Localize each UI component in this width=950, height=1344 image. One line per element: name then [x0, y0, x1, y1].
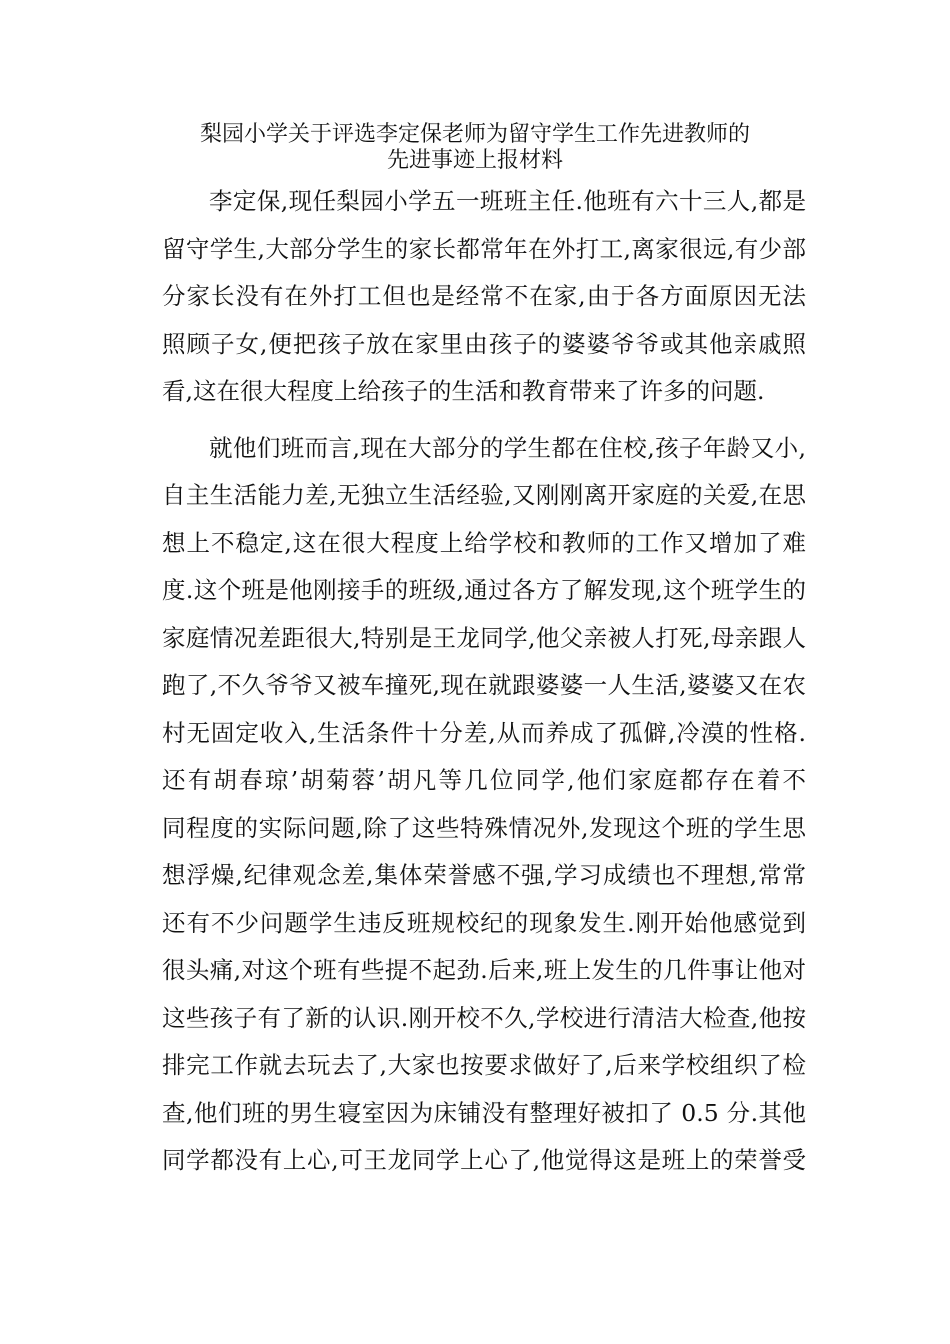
text-line: 李定保,现任梨园小学五一班班主任.他班有六十三人,都是 — [209, 187, 806, 215]
text-line: 还有不少问题学生违反班规校纪的现象发生.刚开始他感觉到 — [162, 908, 806, 937]
text-line: 同学都没有上心,可王龙同学上心了,他觉得这是班上的荣誉受 — [162, 1146, 806, 1174]
text-line: 这些孩子有了新的认识.刚开校不久,学校进行清洁大检查,他按 — [162, 1003, 806, 1032]
text-line: 想上不稳定,这在很大程度上给学校和教师的工作又增加了难 — [162, 528, 806, 557]
text-line: 分家长没有在外打工但也是经常不在家,由于各方面原因无法 — [162, 282, 806, 310]
text-line: 自主生活能力差,无独立生活经验,又刚刚离开家庭的关爱,在思 — [162, 481, 806, 509]
text-line: 看,这在很大程度上给孩子的生活和教育带来了许多的问题. — [162, 377, 765, 405]
paragraph-1 — [162, 178, 806, 416]
text-line: 查,他们班的男生寝室因为床铺没有整理好被扣了 0.5 分.其他 — [162, 1098, 806, 1127]
text-line: 同程度的实际问题,除了这些特殊情况外,发现这个班的学生思 — [162, 813, 806, 842]
text-line: 跑了,不久爷爷又被车撞死,现在就跟婆婆一人生活,婆婆又在农 — [162, 671, 806, 699]
title-line-1: 梨园小学关于评选李定保老师为留守学生工作先进教师的 — [199, 122, 750, 147]
paragraph-2 — [162, 425, 806, 1185]
document-body — [162, 178, 806, 1185]
text-line: 排完工作就去玩去了,大家也按要求做好了,后来学校组织了检 — [162, 1051, 806, 1079]
text-line: 村无固定收入,生活条件十分差,从而养成了孤僻,冷漠的性格. — [162, 718, 806, 747]
text-line: 就他们班而言,现在大部分的学生都在住校,孩子年龄又小, — [209, 433, 806, 462]
text-line: 度.这个班是他刚接手的班级,通过各方了解发现,这个班学生的 — [162, 576, 806, 604]
text-line: 还有胡春琼’胡菊蓉’胡凡等几位同学,他们家庭都存在着不 — [162, 766, 806, 794]
document-title — [120, 122, 830, 174]
text-line: 很头痛,对这个班有些提不起劲.后来,班上发生的几件事让他对 — [162, 956, 806, 984]
title-line-2: 先进事迹上报材料 — [386, 148, 563, 173]
text-line: 留守学生,大部分学生的家长都常年在外打工,离家很远,有少部 — [162, 234, 806, 263]
text-line: 家庭情况差距很大,特别是王龙同学,他父亲被人打死,母亲跟人 — [162, 623, 806, 652]
text-line: 照顾子女,便把孩子放在家里由孩子的婆婆爷爷或其他亲戚照 — [162, 329, 806, 358]
text-line: 想浮燥,纪律观念差,集体荣誉感不强,学习成绩也不理想,常常 — [162, 861, 806, 889]
